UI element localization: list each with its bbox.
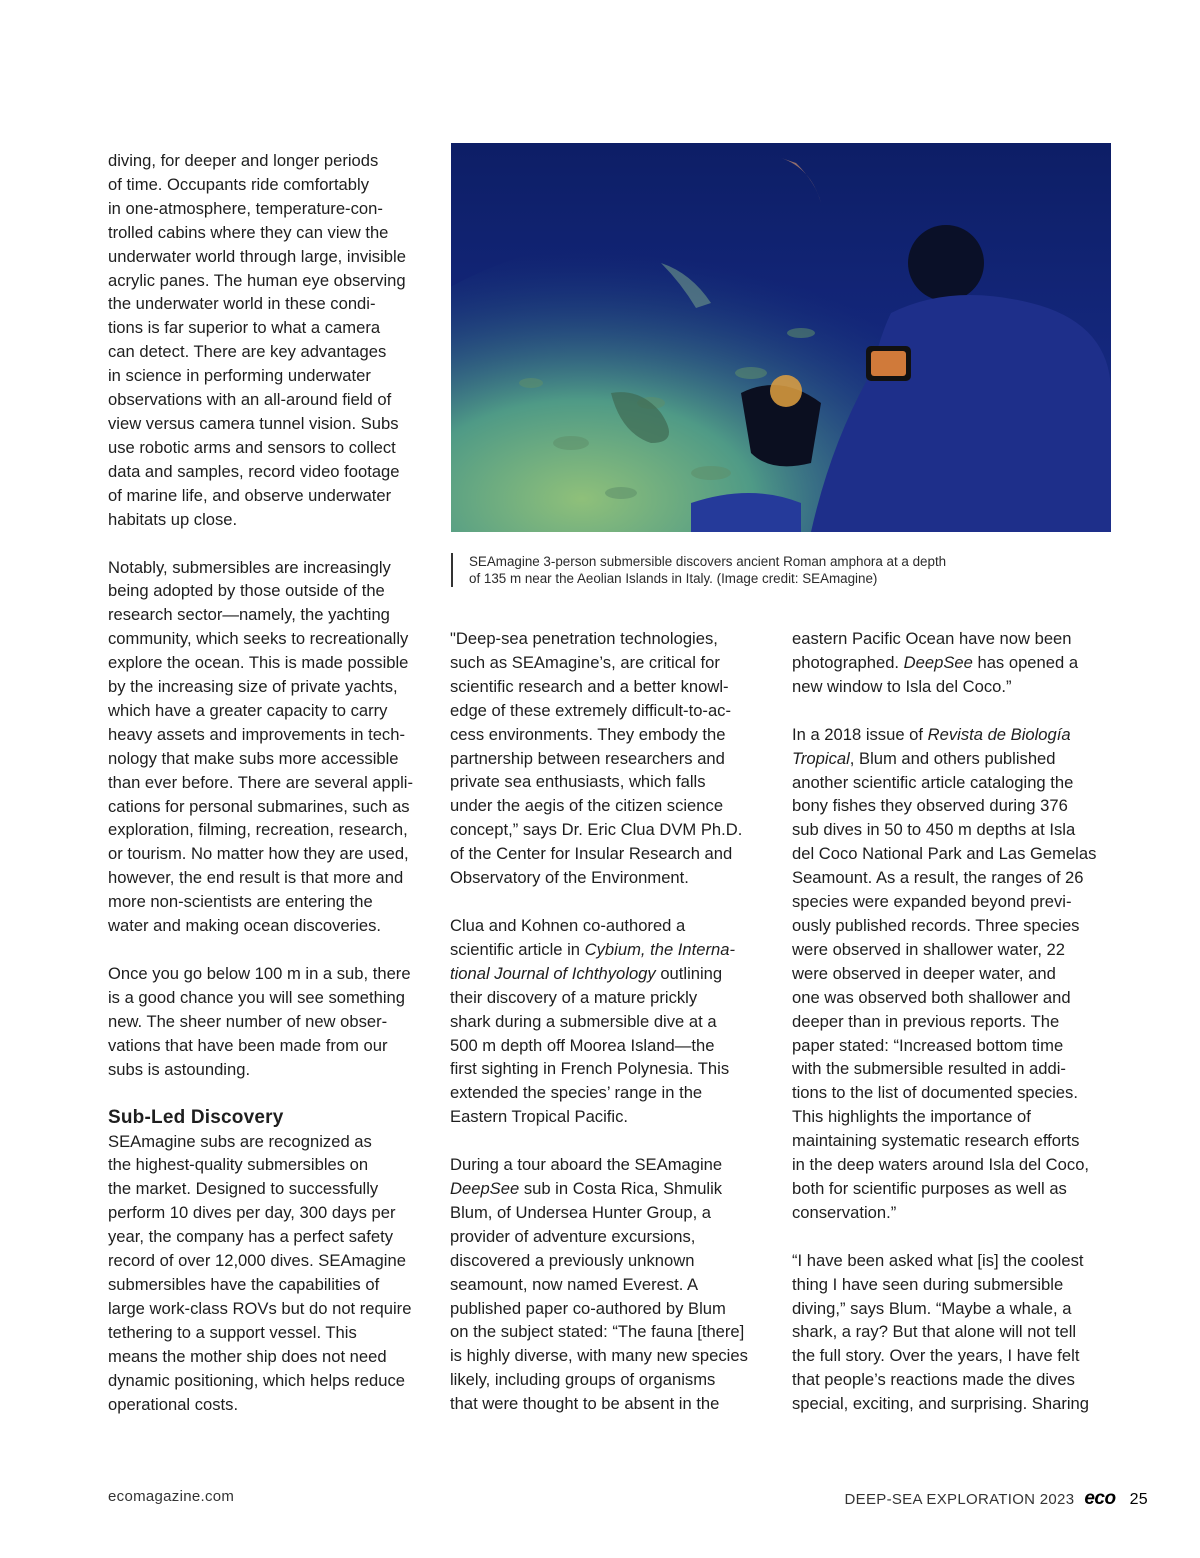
- text-run: outlining their discovery of a mature prickly shark during a submersible dive at a 500 m depth off Moorea Island—the first sighting in French Polynesia. This extended the species’ range in the Eastern Tropical Pacific.: [450, 963, 730, 1127]
- page-number: 25: [1129, 1491, 1148, 1508]
- text-run: has opened a new window to Isla del Coco.”: [792, 652, 1079, 696]
- journal-title: Revista de Biología Tropical: [792, 724, 1071, 768]
- paragraph: "Deep-sea penetration technologies, such as SEAmagine’s, are critical for scientific research and a better knowl- edge of these extremely difficult-to-ac- cess environments. They embody the partnership between researchers and private sea enthusiasts, which falls under the aegis of the citizen science concept,” says Dr. Eric Clua DVM Ph.D. of the Center for Insular Research and Observatory of the Environment.: [450, 629, 743, 888]
- underwater-scene-illustration: [451, 143, 1111, 532]
- footer-folio: [845, 1488, 1148, 1510]
- article-column-2: [450, 627, 775, 1416]
- paragraph: [450, 914, 775, 1129]
- paragraph: [450, 1153, 775, 1416]
- text-run: In a 2018 issue of: [792, 724, 928, 744]
- section-heading: Sub-Led Discovery: [108, 1106, 284, 1128]
- paragraph: diving, for deeper and longer periods of time. Occupants ride comfortably in one-atmosphere, temperature-con- trolled cabins where they can view the underwater world through large, invisible acrylic panes. The human eye observing the underwater world in these condi- tions is far superior to what a camera can detect. There are key advantages in science in performing underwater observations with an all-around field of view versus camera tunnel vision. Subs use robotic arms and sensors to collect data and samples, record video footage of marine life, and observe underwater habitats up close.: [108, 151, 406, 529]
- sub-name: DeepSee: [450, 1179, 520, 1199]
- text-run: , Blum and others published another scientific article cataloging the bony fishes they observed during 376 sub dives in 50 to 450 m depths at Isla del Coco National Park and Las Gemelas Seamount. As a result, the ranges of 26 species were expanded beyond previ- ously published records. Three species were observed in shallower water, 22 were observed in deeper water, and one was observed both shallower and deeper than in previous reports. The paper stated: “Increased bottom time with the submersible resulted in addi- tions to the list of documented species. This highlights the importance of maintaining systematic research efforts in the deep waters around Isla del Coco, both for scientific purposes as well as conservation.”: [792, 748, 1097, 1222]
- caption-line: SEAmagine 3-person submersible discovers ancient Roman amphora at a depth: [469, 554, 947, 569]
- text-run: During a tour aboard the SEAmagine: [450, 1155, 723, 1175]
- text-run: sub in Costa Rica, Shmulik Blum, of Undersea Hunter Group, a provider of adventure excursions, discovered a previously unknown seamount, now named Everest. A published paper co-authored by Blum on the subject stated: “The fauna [there] is highly diverse, with many new species likely, including groups of organisms that were thought to be absent in the: [450, 1179, 748, 1414]
- article-column-3: [792, 627, 1122, 1416]
- paragraph: [792, 723, 1122, 1225]
- caption-line: of 135 m near the Aeolian Islands in Italy. (Image credit: SEAmagine): [469, 571, 878, 586]
- footer-website: ecomagazine.com: [108, 1488, 235, 1505]
- submersible-photo: [451, 143, 1111, 532]
- paragraph: “I have been asked what [is] the coolest thing I have seen during submersible diving,” says Blum. “Maybe a whale, a shark, a ray? But that alone will not tell the full story. Over the years, I have felt that people’s reactions made the dives special, exciting, and surprising. Sharing: [792, 1250, 1090, 1414]
- photo-caption: [451, 553, 1069, 587]
- sub-name: DeepSee: [903, 652, 973, 672]
- journal-title: Cybium, the Interna- tional Journal of Ichthyology: [450, 939, 735, 983]
- text-run: Clua and Kohnen co-authored a scientific article in: [450, 915, 686, 959]
- paragraph: Notably, submersibles are increasingly being adopted by those outside of the research sector—namely, the yachting community, which seeks to recreationally explore the ocean. This is made possible by the increasing size of private yachts, which have a greater capacity to carry heavy assets and improvements in tech- nology that make subs more accessible than ever before. There are several appli- cations for personal submarines, such as exploration, filming, recreation, research, or tourism. No matter how they are used, however, the end result is that more and more non-scientists are entering the water and making ocean discoveries.: [108, 557, 414, 936]
- paragraph: [792, 627, 1122, 699]
- paragraph: SEAmagine subs are recognized as the highest-quality submersibles on the market. Designed to successfully perform 10 dives per day, 300 days per year, the company has a perfect safety record of over 12,000 dives. SEAmagine submersibles have the capabilities of large work-class ROVs but do not require tethering to a support vessel. This means the mother ship does not need dynamic positioning, which helps reduce operational costs.: [108, 1131, 412, 1414]
- text-run: eastern Pacific Ocean have now been photographed.: [792, 629, 1072, 672]
- article-column-1: [108, 149, 438, 1416]
- issue-title: DEEP-SEA EXPLORATION 2023: [844, 1491, 1075, 1508]
- eco-logo: eco: [1084, 1488, 1116, 1509]
- paragraph: Once you go below 100 m in a sub, there is a good chance you will see something new. The sheer number of new obser- vations that have been made from our subs is astounding.: [108, 964, 411, 1079]
